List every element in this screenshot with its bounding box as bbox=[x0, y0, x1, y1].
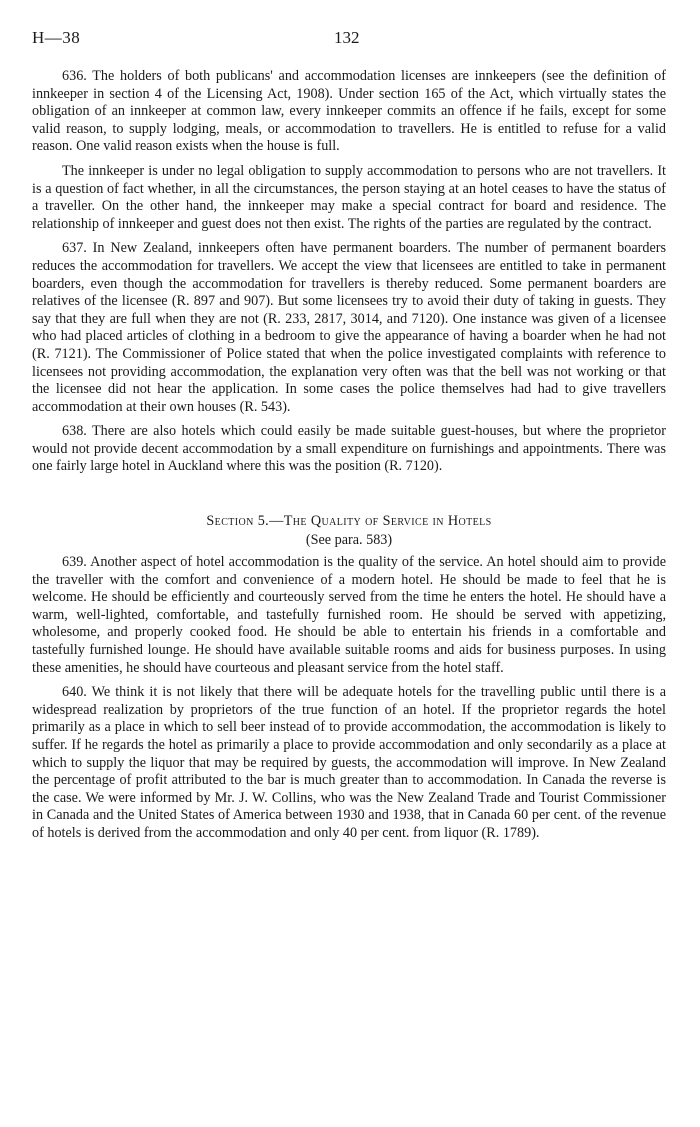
section-subheading: (See para. 583) bbox=[305, 532, 393, 549]
section-heading: Section 5.—The Quality of Service in Hotels bbox=[206, 513, 492, 530]
page-header bbox=[32, 28, 668, 52]
paragraph-638: 638. There are also hotels which could easily be made suitable guest-houses, but where the proprietor would not provide decent accommodation by a small expenditure on furnishings and appointments. There was one fairly large hotel in Auckland where this was the position (R. 7120). bbox=[32, 423, 666, 475]
paragraph-640: 640. We think it is not likely that there will be adequate hotels for the travelling public until there is a widespread realization by proprietors of the true function of an hotel. If the proprietor regards the hotel primarily as a place in which to sell beer instead of to provide accommodation, the accommodation is likely to suffer. If he regards the hotel as primarily a place to provide accommodation and only secondarily as a place at which to supply the liquor that may be required by guests, the accommodation will improve. In New Zealand the percentage of profit attributed to the bar is much greater than to accommodation. In Canada the reverse is the case. We were informed by Mr. J. W. Collins, who was the New Zealand Trade and Tourist Commissioner in Canada and the United States of America between 1930 and 1938, that in Canada 60 per cent. of the revenue of hotels is derived from the accommodation and only 40 per cent. from liquor (R. 1789). bbox=[32, 684, 666, 841]
paragraph-637: 637. In New Zealand, innkeepers often have permanent boarders. The number of permanent boarders reduces the accommodation for travellers. We accept the view that licensees are entitled to take in permanent boarders, even though the accommodation for travellers is thereby reduced. Some permanent boarders are relatives of the licensee (R. 897 and 907). But some licensees try to avoid their duty of taking in guests. They say that they are full when they are not (R. 233, 2817, 3014, and 7120). One instance was given of a licensee who had placed articles of clothing in a bedroom to give the appearance of having a boarder when he had not (R. 7121). The Commissioner of Police stated that when the police investigated complaints with reference to licensees not providing accommodation, the explanation very often was that the bell was not working or that the licensee did not hear the application. In some cases the police themselves had had to give travellers accommodation at their own houses (R. 543). bbox=[32, 240, 666, 415]
paragraph-639: 639. Another aspect of hotel accommodation is the quality of the service. An hotel should aim to provide the traveller with the comfort and convenience of a modern hotel. He should be made to feel that he is welcome. He should be efficiently and courteously served from the time he enters the hotel. He should have a warm, well-lighted, comfortable, and tastefully furnished room. He should be served with appetizing, wholesome, and properly cooked food. He should be able to entertain his friends in a comfortable and tastefully furnished lounge. He should have available suitable rooms and aids for business purposes. In using these amenities, he should have courteous and pleasant service from the hotel staff. bbox=[32, 554, 666, 676]
paragraph-636: 636. The holders of both publicans' and accommodation licenses are innkeepers (see the definition of innkeeper in section 4 of the Licensing Act, 1908). Under section 165 of the Act, which virtually states the obligation of an innkeeper at common law, every innkeeper commits an offence if he fails, except for some valid reason, to supply lodging, meals, or accommodation to travellers. He is entitled to refuse for a valid reason. One valid reason exists when the house is full. bbox=[32, 68, 666, 155]
page-code: H—38 bbox=[32, 28, 81, 47]
section-header bbox=[32, 512, 666, 550]
page-number: 132 bbox=[334, 28, 360, 47]
paragraph-636-continued: The innkeeper is under no legal obligation to supply accommodation to persons who are not travellers. It is a question of fact whether, in all the circumstances, the person staying at an hotel ceases to have the status of a traveller. On the other hand, the innkeeper may make a special contract for board and residence. The relationship of innkeeper and guest does not then exist. The rights of the parties are regulated by the contract. bbox=[32, 162, 666, 232]
body-text bbox=[32, 68, 666, 850]
